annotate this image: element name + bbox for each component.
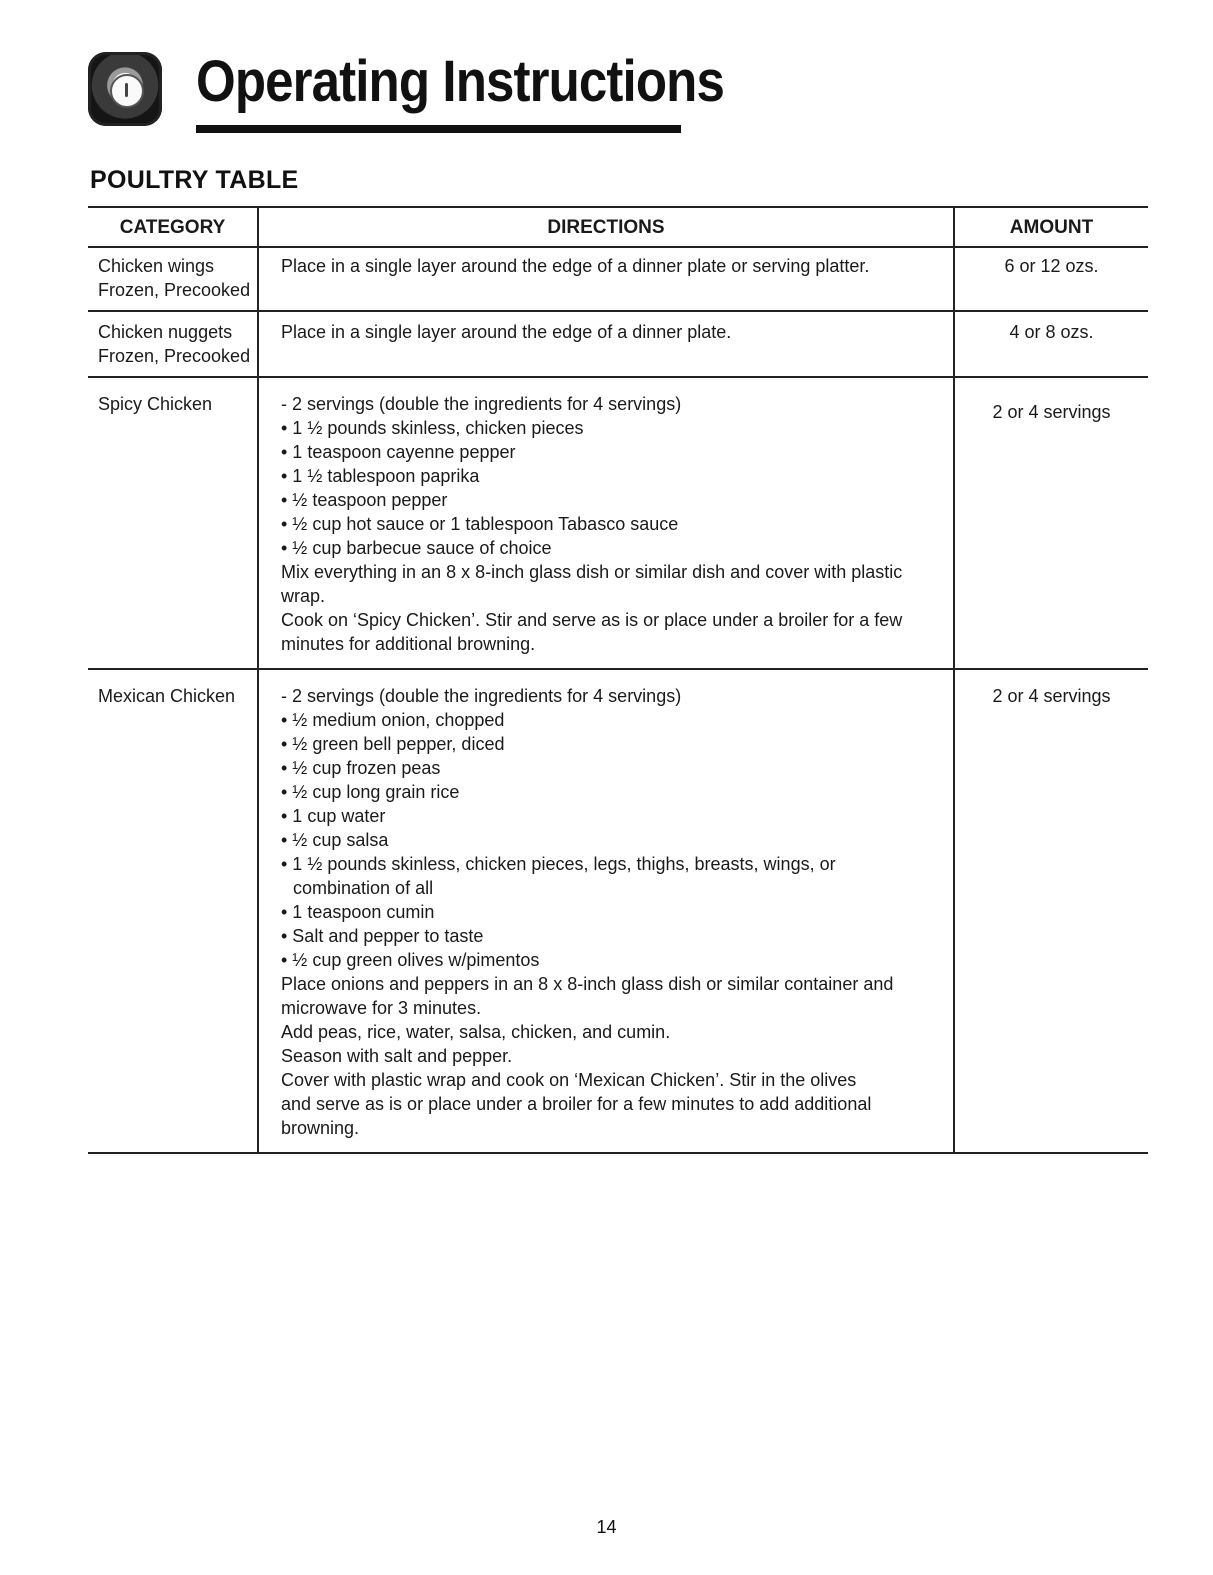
ingredient-item: • ½ cup green olives w/pimentos [281,950,540,970]
ingredient-item: • ½ cup hot sauce or 1 tablespoon Tabasco sauce [281,514,679,534]
table-row [88,311,1148,377]
direction-line: Cook on ‘Spicy Chicken’. Stir and serve as is or place under a broiler for a few [281,610,903,630]
amount-cell: 2 or 4 servings [954,377,1148,669]
category-name: Spicy Chicken [98,394,213,414]
category-cell [88,669,258,1153]
title-underline [196,125,681,133]
ingredient-item: • ½ cup salsa [281,830,389,850]
table-row [88,247,1148,311]
header-category: CATEGORY [88,207,258,247]
direction-line: browning. [281,1118,360,1138]
category-cell [88,377,258,669]
ingredient-item: • ½ green bell pepper, diced [281,734,505,754]
poultry-table [88,206,1148,1154]
ingredient-item: • ½ medium onion, chopped [281,710,505,730]
direction-line: Place in a single layer around the edge of a dinner plate. [281,322,732,342]
ingredient-item: • ½ cup frozen peas [281,758,441,778]
directions-cell [258,311,954,377]
ingredient-item: • 1 ½ pounds skinless, chicken pieces, legs, thighs, breasts, wings, or [281,854,836,874]
page-number: 14 [596,1517,617,1537]
direction-line: Place onions and peppers in an 8 x 8-inch glass dish or similar container and [281,974,894,994]
ingredient-item: • 1 cup water [281,806,386,826]
header-amount: AMOUNT [954,207,1148,247]
ingredient-item: • ½ cup barbecue sauce of choice [281,538,552,558]
table-row [88,669,1148,1153]
ingredient-item-continued: combination of all [293,878,434,898]
ingredient-item: • 1 ½ tablespoon paprika [281,466,480,486]
dial-knob [110,74,144,108]
ingredient-item: • 1 teaspoon cayenne pepper [281,442,516,462]
direction-line: Mix everything in an 8 x 8-inch glass dish or similar dish and cover with plastic [281,562,903,582]
ingredient-item: • 1 ½ pounds skinless, chicken pieces [281,418,584,438]
direction-line: Cover with plastic wrap and cook on ‘Mexican Chicken’. Stir in the olives [281,1070,857,1090]
ingredient-item: • ½ cup long grain rice [281,782,460,802]
category-cell [88,311,258,377]
microwave-dial-icon [88,52,162,126]
section-title: POULTRY TABLE [90,166,299,194]
category-name: Mexican Chicken [98,686,236,706]
direction-line: Place in a single layer around the edge of a dinner plate or serving platter. [281,256,870,276]
category-cell [88,247,258,311]
page-header [88,49,724,134]
category-name: Chicken nuggets [98,322,233,342]
direction-line: minutes for additional browning. [281,634,536,654]
ingredient-item: • ½ teaspoon pepper [281,490,448,510]
amount-cell: 6 or 12 ozs. [954,247,1148,311]
ingredient-item: • 1 teaspoon cumin [281,902,435,922]
table-row [88,377,1148,669]
directions-cell [258,247,954,311]
servings-note: - 2 servings (double the ingredients for 4 servings) [281,686,682,706]
amount-cell: 4 or 8 ozs. [954,311,1148,377]
direction-line: microwave for 3 minutes. [281,998,482,1018]
category-note: Frozen, Precooked [98,346,251,366]
direction-line: and serve as is or place under a broiler for a few minutes to add additional [281,1094,872,1114]
ingredient-item: • Salt and pepper to taste [281,926,484,946]
amount-cell: 2 or 4 servings [954,669,1148,1153]
category-name: Chicken wings [98,256,215,276]
table-header-row [88,207,1148,247]
direction-line: wrap. [281,586,326,606]
header-directions: DIRECTIONS [258,207,954,247]
category-note: Frozen, Precooked [98,280,251,300]
servings-note: - 2 servings (double the ingredients for 4 servings) [281,394,682,414]
page-title: Operating Instructions [196,49,724,114]
directions-cell [258,669,954,1153]
direction-line: Add peas, rice, water, salsa, chicken, and cumin. [281,1022,671,1042]
direction-line: Season with salt and pepper. [281,1046,513,1066]
directions-cell [258,377,954,669]
